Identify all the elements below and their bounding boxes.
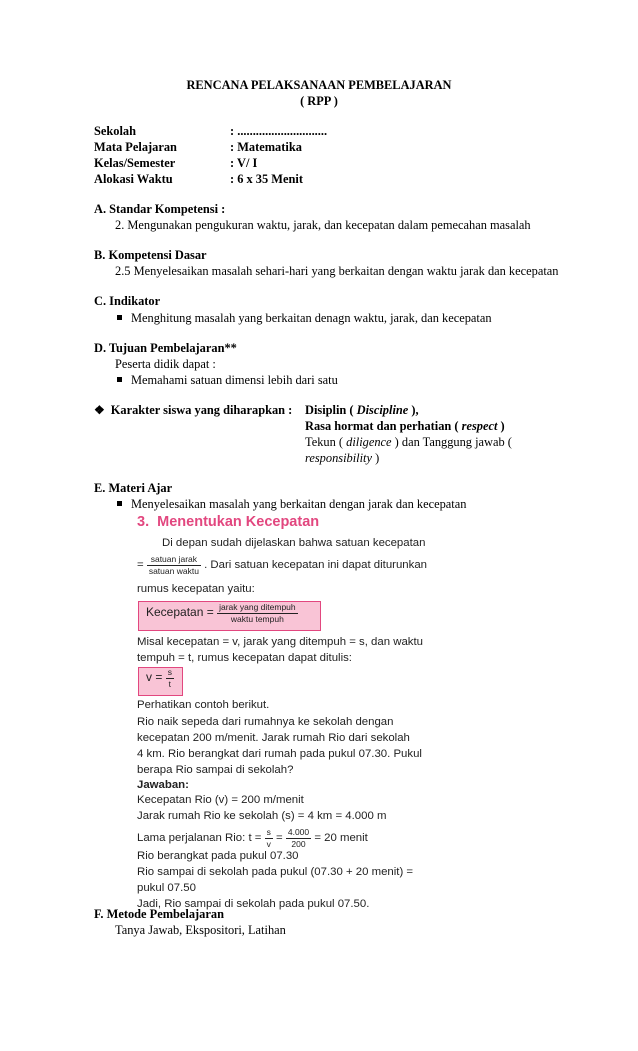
identity-label-mapel: Mata Pelajaran	[94, 140, 177, 154]
materi-line: Misal kecepatan = v, jarak yang ditempuh = s, dan waktu	[137, 636, 423, 648]
materi-line: Lama perjalanan Rio: t = $\frac{s}{v}$ = $\frac{4.000}{200}$ = 20 menit	[137, 827, 368, 849]
section-a-heading: A. Standar Kompetensi :	[94, 202, 226, 216]
karakter-line-3: Tekun ( diligence ) dan Tanggung jawab (	[305, 435, 512, 449]
document-title: RENCANA PELAKSANAAN PEMBELAJARAN	[186, 78, 452, 92]
document-subtitle: ( RPP )	[300, 94, 338, 108]
section-b-heading: B. Kompetensi Dasar	[94, 248, 207, 262]
identity-value-sekolah: : .............................	[230, 124, 328, 138]
materi-heading: 3. Menentukan Kecepatan	[137, 514, 320, 530]
section-c-bullet: Menghitung masalah yang berkaitan denagn waktu, jarak, dan kecepatan	[117, 311, 492, 326]
materi-line: = $\frac{\text{satuan jarak}}{\text{satuan waktu}}$ . Dari satuan kecepatan ini dapat diturunkan	[137, 554, 427, 576]
square-bullet-icon	[117, 377, 122, 382]
section-c-heading: C. Indikator	[94, 294, 161, 308]
karakter-label: ❖ Karakter siswa yang diharapkan :	[94, 403, 293, 417]
materi-line: Jadi, Rio sampai di sekolah pada pukul 07.50.	[137, 898, 370, 910]
materi-line: pukul 07.50	[137, 882, 196, 894]
materi-line: Perhatikan contoh berikut.	[137, 699, 270, 711]
identity-value-kelas: : V/ I	[230, 156, 258, 170]
section-e-bullet: Menyelesaikan masalah yang berkaitan dengan jarak dan kecepatan	[117, 497, 466, 512]
identity-value-mapel: : Matematika	[230, 140, 302, 154]
section-d-heading: D. Tujuan Pembelajaran**	[94, 341, 237, 355]
materi-line: Jarak rumah Rio ke sekolah (s) = 4 km = 4.000 m	[137, 810, 387, 822]
section-a-text: 2. Mengunakan pengukuran waktu, jarak, dan kecepatan dalam pemecahan masalah	[115, 218, 531, 232]
fraction: $\frac{s}{t}$	[167, 667, 172, 689]
section-d-bullet: Memahami satuan dimensi lebih dari satu	[117, 373, 338, 388]
formula-v: v = $\frac{s}{t}$	[146, 667, 172, 689]
formula-kecepatan: Kecepatan = $\frac{\text{jarak yang ditempuh}}{\text{waktu tempuh}}$	[146, 602, 296, 624]
identity-value-alokasi: : 6 x 35 Menit	[230, 172, 303, 186]
section-d-intro: Peserta didik dapat :	[115, 357, 216, 371]
karakter-line-1: Disiplin ( Discipline ),	[305, 403, 419, 417]
fraction: $\frac{\text{jarak yang ditempuh}}{\text{waktu tempuh}}$	[219, 602, 296, 624]
section-f-text: Tanya Jawab, Ekspositori, Latihan	[115, 923, 286, 937]
fraction: $\frac{4.000}{200}$	[287, 827, 310, 849]
square-bullet-icon	[117, 315, 122, 320]
section-f-heading: F. Metode Pembelajaran	[94, 907, 224, 921]
materi-line: Rio sampai di sekolah pada pukul (07.30 + 20 menit) =	[137, 866, 414, 878]
identity-label-alokasi: Alokasi Waktu	[94, 172, 173, 186]
materi-line: kecepatan 200 m/menit. Jarak rumah Rio dari sekolah	[137, 732, 410, 744]
materi-line: tempuh = t, rumus kecepatan dapat ditulis:	[137, 652, 352, 664]
identity-label-kelas: Kelas/Semester	[94, 156, 176, 170]
karakter-line-2: Rasa hormat dan perhatian ( respect )	[305, 419, 505, 433]
materi-line: berapa Rio sampai di sekolah?	[137, 764, 294, 776]
fraction: $\frac{s}{v}$	[266, 827, 271, 849]
square-bullet-icon	[117, 501, 122, 506]
materi-jawaban-label: Jawaban:	[137, 779, 189, 791]
materi-line: rumus kecepatan yaitu:	[137, 583, 255, 595]
karakter-line-4: responsibility )	[305, 451, 380, 465]
materi-line: Rio naik sepeda dari rumahnya ke sekolah dengan	[137, 716, 394, 728]
diamond-bullet-icon: ❖	[94, 403, 105, 417]
materi-line: Di depan sudah dijelaskan bahwa satuan kecepatan	[162, 537, 426, 549]
identity-label-sekolah: Sekolah	[94, 124, 137, 138]
section-e-heading: E. Materi Ajar	[94, 481, 173, 495]
materi-line: 4 km. Rio berangkat dari rumah pada pukul 07.30. Pukul	[137, 748, 422, 760]
materi-line: Kecepatan Rio (v) = 200 m/menit	[137, 794, 304, 806]
section-b-text: 2.5 Menyelesaikan masalah sehari-hari yang berkaitan dengan waktu jarak dan kecepatan	[115, 264, 559, 278]
materi-line: Rio berangkat pada pukul 07.30	[137, 850, 299, 862]
fraction: $\frac{\text{satuan jarak}}{\text{satuan waktu}}$	[148, 554, 199, 576]
